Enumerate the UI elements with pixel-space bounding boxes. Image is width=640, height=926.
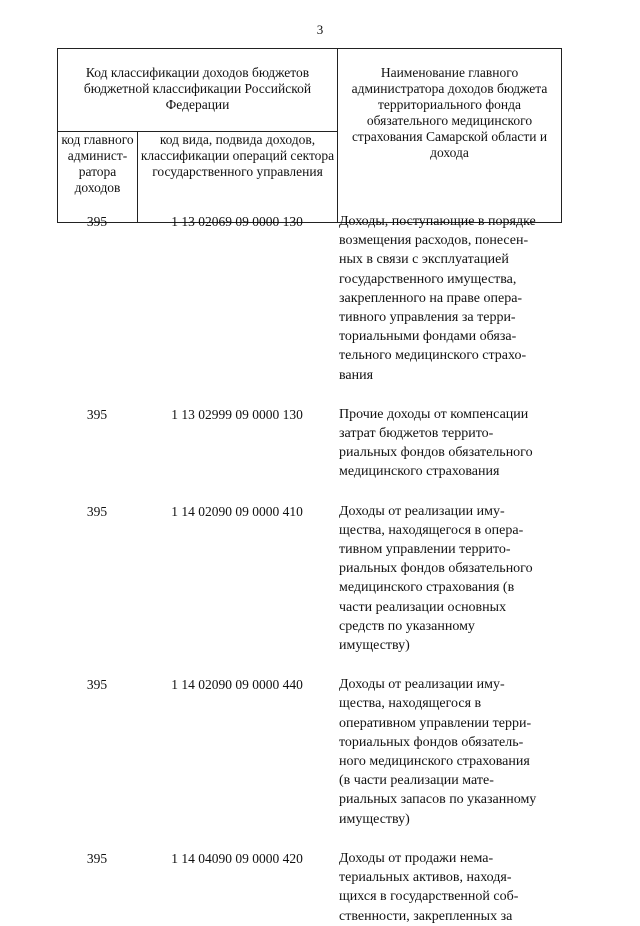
income-code-cell: 1 14 02090 09 0000 440 [171,677,303,693]
income-name-cell: Доходы от продажи нема- териальных активов, находя- щихся в государственной соб- ственности, закрепленных за [339,850,519,924]
income-code-cell: 1 13 02069 09 0000 130 [171,214,303,229]
table-row [57,405,561,482]
table-row [57,502,561,656]
admin-code-cell: 395 [86,406,108,422]
income-code-cell: 1 14 04090 09 0000 420 [171,850,303,866]
income-code-cell: 1 13 02999 09 0000 130 [171,406,303,422]
table-row [57,675,561,829]
classification-code-header: Код классификации доходов бюджетов бюджетной классификации Российской Федерации [58,49,338,132]
income-name-cell: Прочие доходы от компенсации затрат бюджетов террито- риальных фондов обязательного медицинского страхования [339,406,533,480]
admin-code-header: код главного админист-ратора доходов [58,132,138,223]
table-body [57,212,561,926]
income-name-cell: Доходы, поступающие в порядке возмещения расходов, понесен- ных в связи с эксплуатацией государственного имущества, закрепленного на праве опера- тивного управления за терри- ториальными фондами обяза- тельного медицинского страхо- вания [339,214,536,383]
admin-code-cell: 395 [86,214,108,229]
admin-code-cell: 395 [86,850,108,866]
table-header [57,48,562,223]
income-name-cell: Доходы от реализации иму- щества, находящегося в опера- тивном управлении террито- риальных фондов обязательного медицинского страхования (в части реализации основных средств по указанному имуществу) [339,503,533,654]
table-row [57,212,561,385]
admin-code-cell: 395 [86,677,108,693]
table-row [57,849,561,926]
income-name-cell: Доходы от реализации иму- щества, находящегося в оперативном управлении терри- ториальных фондов обязатель- ного медицинского страхования (в части реализации мате- риальных запасов по указанному имуществу) [339,677,537,827]
income-code-cell: 1 14 02090 09 0000 410 [171,503,303,519]
income-type-code-header: код вида, подвида доходов, классификации операций сектора государственного управления [138,132,338,223]
page-number: 3 [316,22,324,37]
admin-code-cell: 395 [86,503,108,519]
administrator-name-header: Наименование главного администратора доходов бюджета территориального фонда обязательного медицинского страхования Самарской области и дохода [338,49,562,223]
